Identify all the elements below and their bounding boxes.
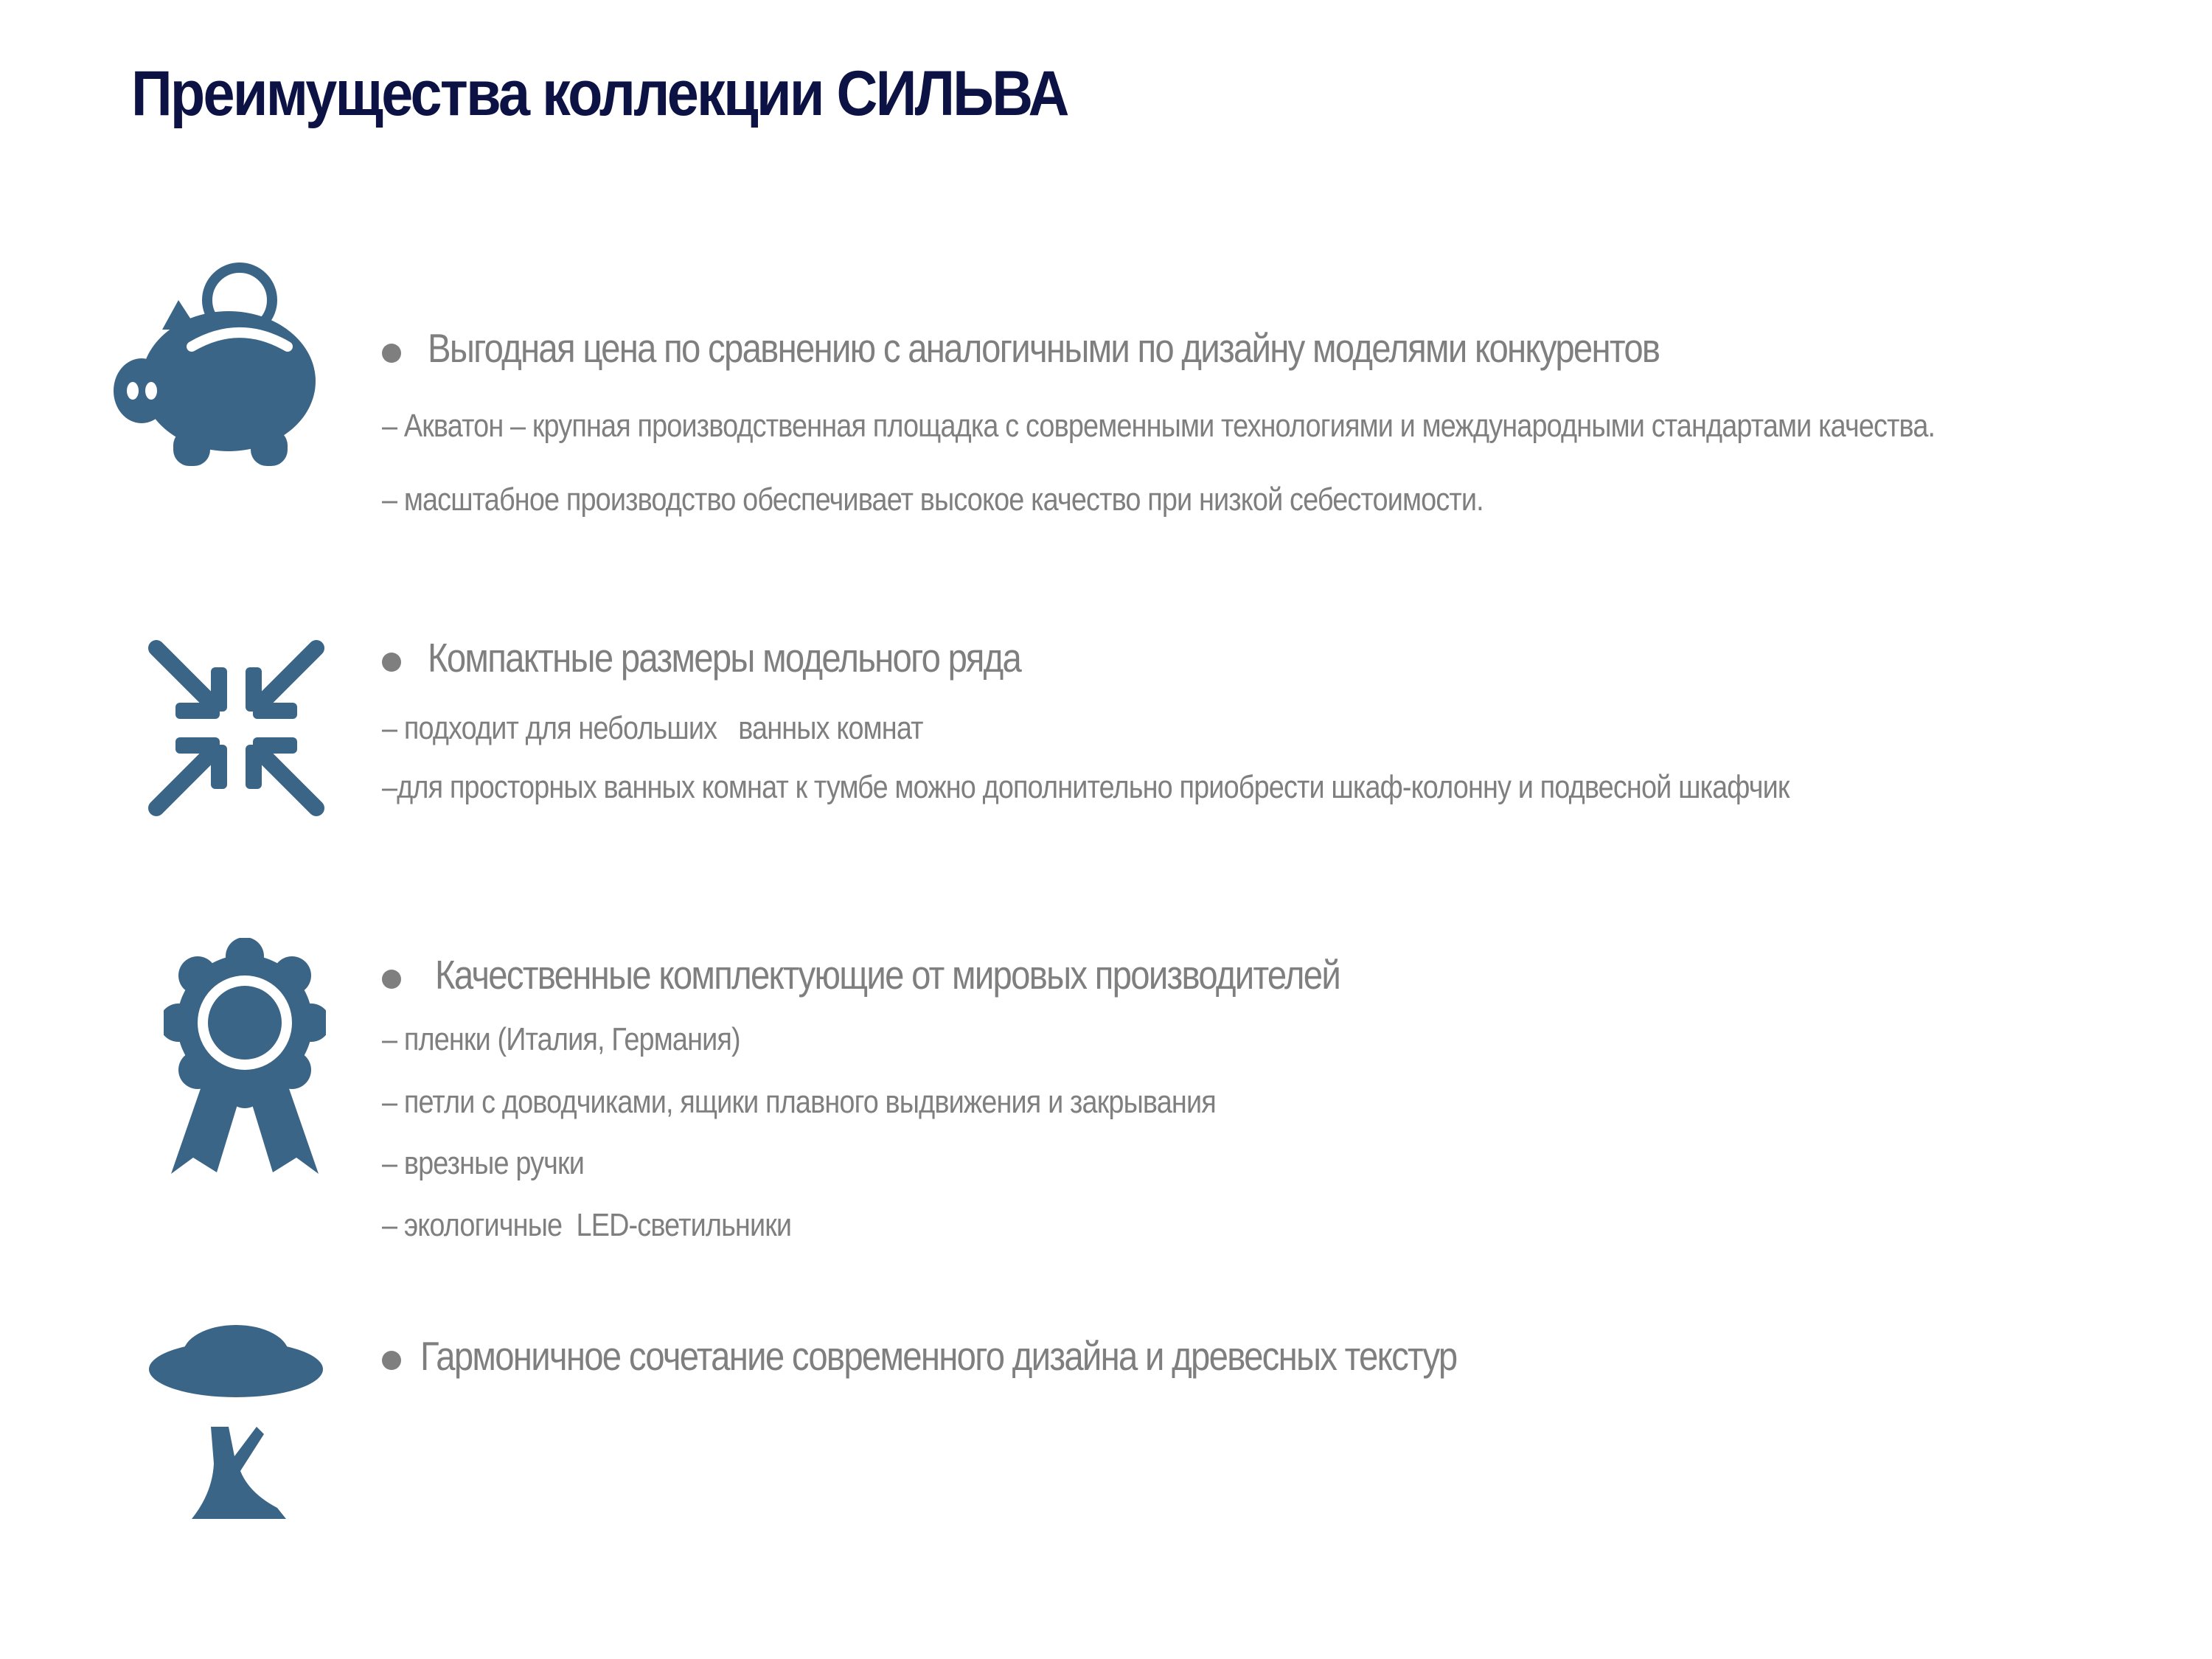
section-line: – экологичные LED-светильники xyxy=(382,1207,792,1243)
section-line: – петли с доводчиками, ящики плавного выдвижения и закрывания xyxy=(382,1084,1216,1120)
section-line: –для просторных ванных комнат к тумбе можно дополнительно приобрести шкаф-колонну и подвесной шкафчик xyxy=(382,769,1790,805)
section-line: – подходит для небольших ванных комнат xyxy=(382,710,923,746)
section-heading-quality: Качественные комплектующие от мировых производителей xyxy=(435,952,1340,998)
section-line: – Акватон – крупная производственная площадка с современными технологиями и международными стандартами качества. xyxy=(382,408,1935,444)
section-line: – пленки (Италия, Германия) xyxy=(382,1021,740,1057)
section-line: – масштабное производство обеспечивает высокое качество при низкой себестоимости. xyxy=(382,481,1484,518)
heading-bullet xyxy=(382,970,401,989)
section-heading-design: Гармоничное сочетание современного дизайна и древесных текстур xyxy=(420,1333,1457,1379)
section-heading-price: Выгодная цена по сравнению с аналогичными по дизайну моделями конкурентов xyxy=(428,325,1660,371)
award-ribbon-icon xyxy=(164,938,326,1181)
section-line: – врезные ручки xyxy=(382,1145,584,1181)
heading-bullet xyxy=(382,1351,401,1370)
heading-bullet xyxy=(382,344,401,363)
page-title: Преимущества коллекции СИЛЬВА xyxy=(131,58,1068,129)
tree-icon xyxy=(146,1324,327,1519)
compress-arrows-icon xyxy=(146,638,327,818)
section-heading-compact: Компактные размеры модельного ряда xyxy=(428,635,1021,681)
heading-bullet xyxy=(382,653,401,672)
piggy-bank-icon xyxy=(111,260,324,470)
